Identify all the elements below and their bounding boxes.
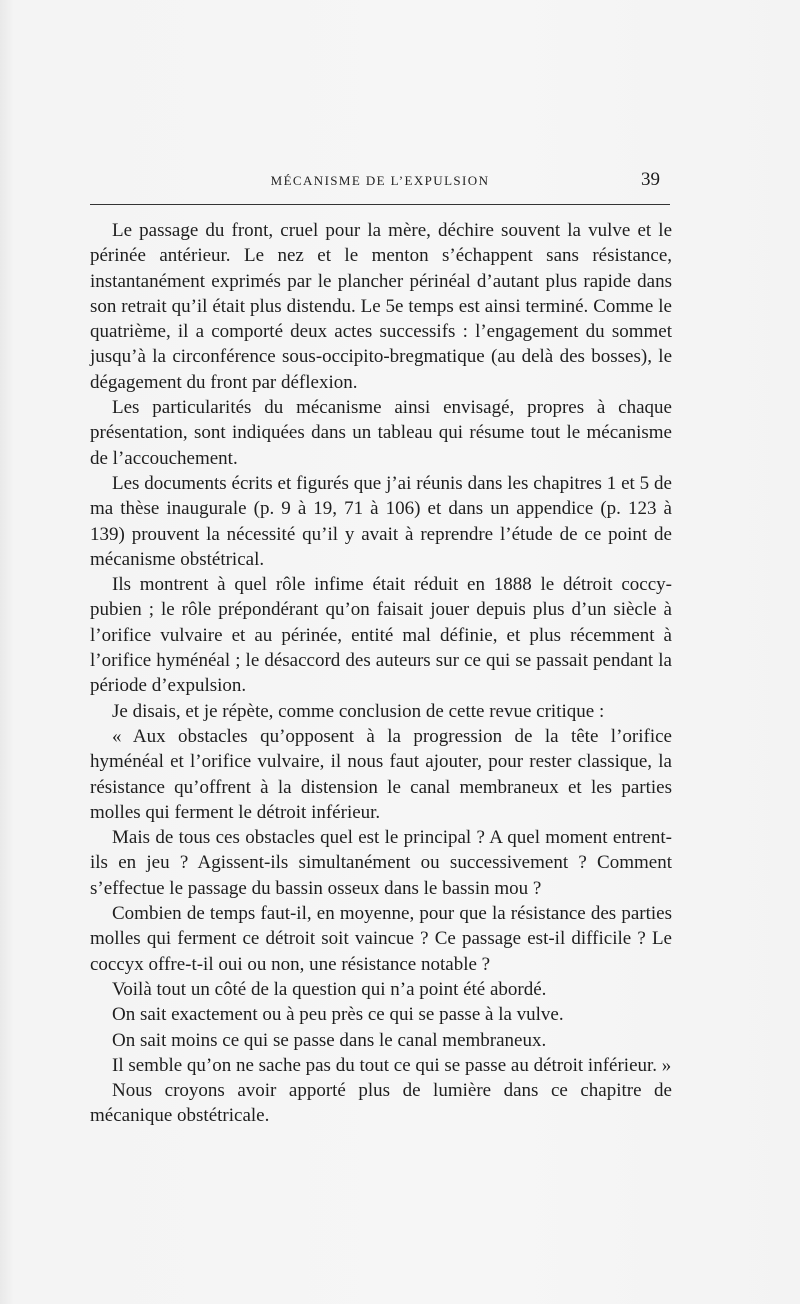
- paragraph: Le passage du front, cruel pour la mère, déchire souvent la vulve et le périnée antérieur. Le nez et le menton s’échappent sans résistance, instantanément exprimés par le plancher périnéal d’autant plus rapide dans son retrait qu’il était plus distendu. Le 5e temps est ainsi terminé. Comme le quatrième, il a comporté deux actes successifs : l’engagement du sommet jusqu’à la circonférence sous-occipito-bregmatique (au delà des bosses), le dégagement du front par déflexion.: [90, 220, 672, 393]
- quote-paragraph: Combien de temps faut-il, en moyenne, pour que la résistance des parties molles qui ferment ce détroit soit vaincue ? Ce passage est-il difficile ? Le coccyx offre-t-il oui ou non, une résistance notable ?: [90, 903, 672, 975]
- paragraph: Ils montrent à quel rôle infime était réduit en 1888 le détroit coccy-pubien ; le rôle prépondérant qu’on faisait jouer depuis plus d’un siècle à l’orifice vulvaire et au périnée, entité mal définie, et plus récemment à l’orifice hyménéal ; le désaccord des auteurs sur ce qui se passait pendant la période d’expulsion.: [90, 574, 672, 697]
- page-header: [90, 170, 670, 194]
- quote-paragraph: Mais de tous ces obstacles quel est le principal ? A quel moment entrent-ils en jeu ? Agissent-ils simultanément ou successivement ? Comment s’effectue le passage du bassin osseux dans le bassin mou ?: [90, 827, 672, 899]
- running-title: MÉCANISME DE L’EXPULSION: [270, 173, 490, 188]
- quote-paragraph: Il semble qu’on ne sache pas du tout ce qui se passe au détroit inférieur. »: [112, 1054, 672, 1076]
- paragraph: Nous croyons avoir apporté plus de lumière dans ce chapitre de mécanique obstétricale.: [90, 1080, 672, 1127]
- paragraph: Les particularités du mécanisme ainsi envisagé, propres à chaque présentation, sont indiquées dans un tableau qui résume tout le mécanisme de l’accouchement.: [90, 397, 672, 469]
- paragraph: Les documents écrits et figurés que j’ai réunis dans les chapitres 1 et 5 de ma thèse inaugurale (p. 9 à 19, 71 à 106) et dans un appendice (p. 123 à 139) prouvent la nécessité qu’il y avait à reprendre l’étude de ce point de mécanisme obstétrical.: [90, 472, 672, 570]
- body-text: [90, 218, 672, 1129]
- header-rule: [90, 204, 670, 205]
- quote-paragraph: Voilà tout un côté de la question qui n’a point été abordé.: [112, 978, 547, 1000]
- paragraph: Je disais, et je répète, comme conclusion de cette revue critique :: [112, 700, 605, 722]
- quote-paragraph: On sait moins ce qui se passe dans le canal membraneux.: [112, 1029, 547, 1051]
- quote-paragraph: On sait exactement ou à peu près ce qui se passe à la vulve.: [112, 1004, 564, 1026]
- quote-paragraph: « Aux obstacles qu’opposent à la progression de la tête l’orifice hyménéal et l’orifice vulvaire, il nous faut ajouter, pour rester classique, la résistance qu’offrent à la distension le canal membraneux et les parties molles qui ferment le détroit inférieur.: [90, 725, 672, 823]
- page-number: 39: [641, 169, 660, 190]
